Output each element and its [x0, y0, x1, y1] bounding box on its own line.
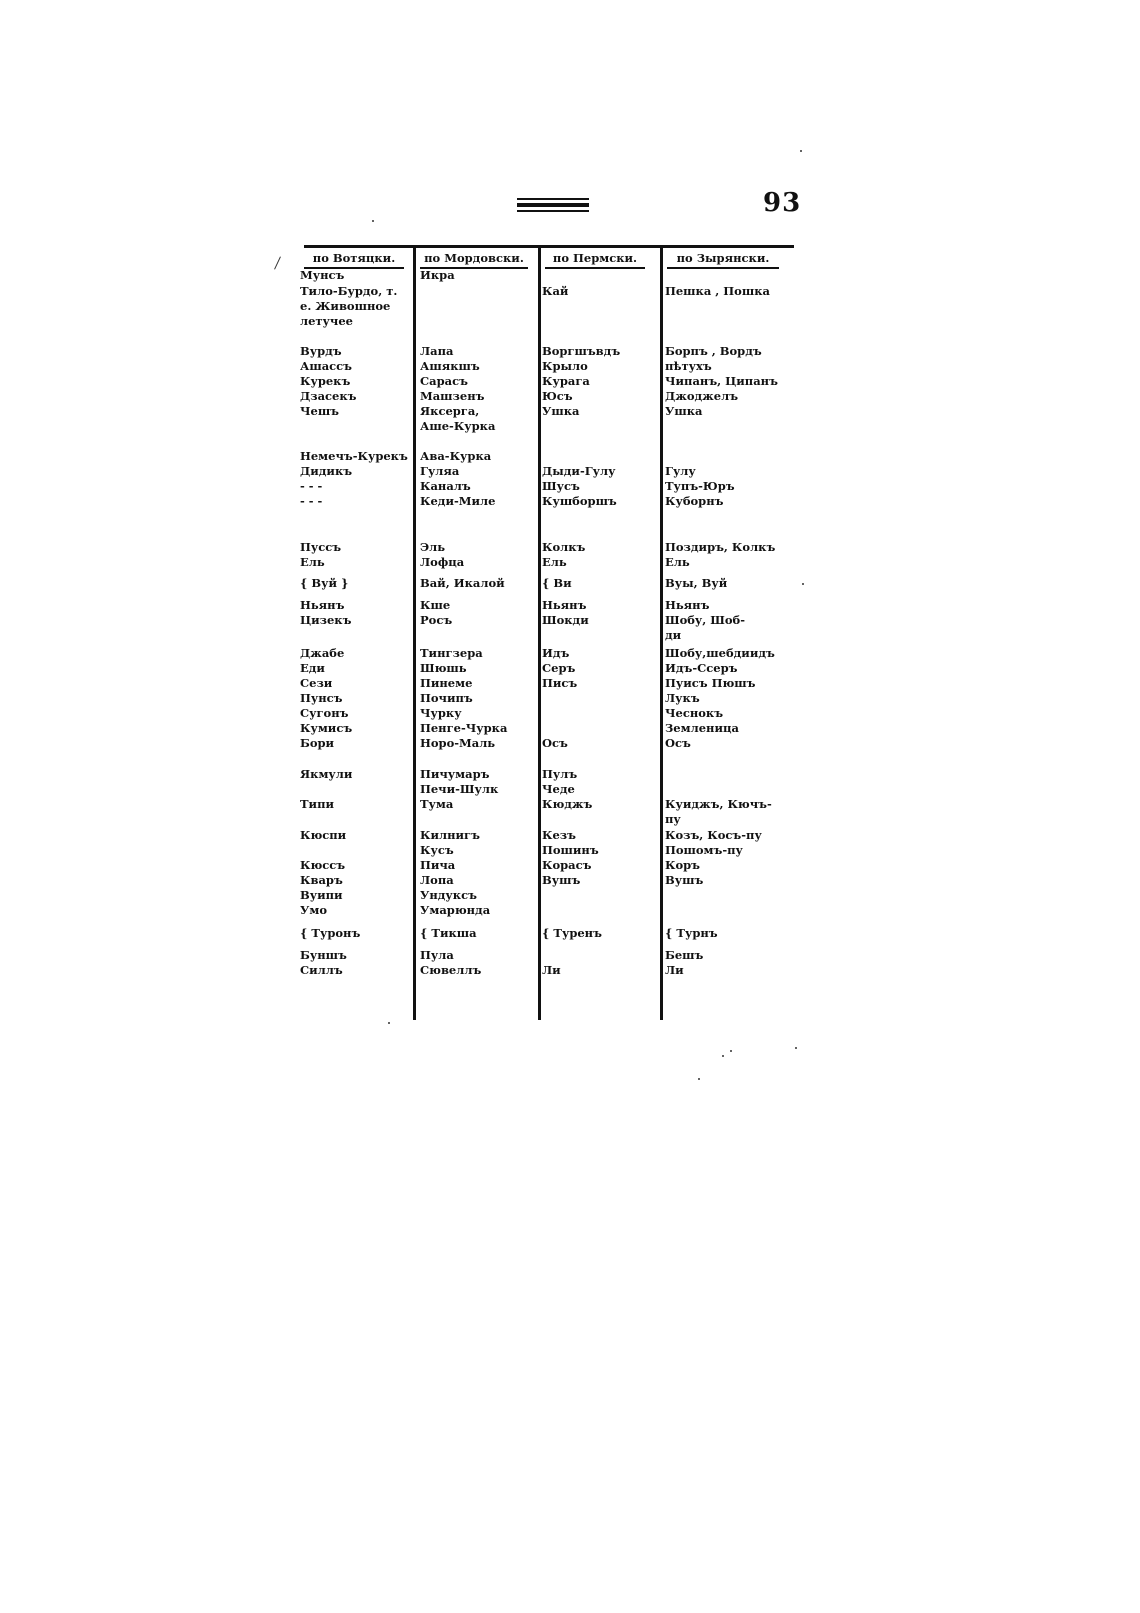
table-cell: Шокди: [542, 613, 589, 627]
table-cell: { Туронъ: [300, 926, 361, 940]
speck: [800, 150, 802, 152]
table-cell: пѣтухъ: [665, 359, 712, 373]
table-cell: Якмули: [300, 767, 353, 781]
table-cell: Вушъ: [542, 873, 581, 887]
table-cell: Пула: [420, 948, 454, 962]
table-cell: Бори: [300, 736, 335, 750]
table-cell: Тума: [420, 797, 454, 811]
table-cell: Ава-Курка: [420, 449, 492, 463]
table-cell: Кезъ: [542, 828, 576, 842]
table-cell: Ашассъ: [300, 359, 353, 373]
table-cell: Эль: [420, 540, 446, 554]
table-cell: Джоджелъ: [665, 389, 739, 403]
table-cell: Поздиръ, Колкъ: [665, 540, 776, 554]
table-cell: Крыло: [542, 359, 588, 373]
table-cell: Шобу,шебдиидъ: [665, 646, 775, 660]
table-cell: Корасъ: [542, 858, 592, 872]
table-cell: Чурку: [420, 706, 462, 720]
table-cell: Чипанъ, Ципанъ: [665, 374, 778, 388]
table-cell: Лапа: [420, 344, 454, 358]
table-cell: Идъ: [542, 646, 570, 660]
table-cell: Куборнъ: [665, 494, 724, 508]
table-cell: Дзасекъ: [300, 389, 357, 403]
table-cell: Идъ-Ссеръ: [665, 661, 738, 675]
table-cell: Кеди-Миле: [420, 494, 496, 508]
table-cell: Пешка , Пошка: [665, 284, 770, 298]
table-cell: Килнигъ: [420, 828, 480, 842]
table-cell: Шобу, Шоб-: [665, 613, 745, 627]
speck: [722, 1055, 724, 1057]
table-cell: Пичумаръ: [420, 767, 490, 781]
table-cell: Дидикъ: [300, 464, 353, 478]
table-cell: Серъ: [542, 661, 576, 675]
table-cell: Ньянъ: [300, 598, 345, 612]
table-cell: Росъ: [420, 613, 453, 627]
table-cell: - - -: [300, 479, 323, 493]
table-cell: Ньянъ: [542, 598, 587, 612]
speck: [388, 1022, 390, 1024]
table-cell: Кше: [420, 598, 451, 612]
table-cell: Пошинъ: [542, 843, 599, 857]
table-cell: { Ви: [542, 576, 572, 590]
table-cell: Козъ, Косъ-пу: [665, 828, 762, 842]
table-cell: Тупъ-Юръ: [665, 479, 735, 493]
table-cell: Пуисъ Пюшъ: [665, 676, 756, 690]
table-cell: Осъ: [665, 736, 691, 750]
column-header-zyryan: по Зырянски.: [667, 251, 779, 269]
table-cell: Сювеллъ: [420, 963, 482, 977]
table-cell: { Вуй }: [300, 576, 349, 590]
header-ornament-rule-1: [517, 198, 589, 200]
table-cell: Пича: [420, 858, 456, 872]
table-cell: Печи-Шулк: [420, 782, 499, 796]
table-cell: Ли: [542, 963, 561, 977]
table-cell: { Тикша: [420, 926, 477, 940]
table-cell: Лопа: [420, 873, 454, 887]
table-cell: Кай: [542, 284, 569, 298]
table-cell: Воргшъвдъ: [542, 344, 621, 358]
table-cell: Умо: [300, 903, 327, 917]
table-cell: Немечъ-Курекъ: [300, 449, 408, 463]
table-cell: Кусъ: [420, 843, 454, 857]
speck: [698, 1078, 700, 1080]
table-cell: Курага: [542, 374, 590, 388]
table-cell: Коръ: [665, 858, 700, 872]
table-cell: - - -: [300, 494, 323, 508]
table-cell: Дыди-Гулу: [542, 464, 616, 478]
table-cell: Ли: [665, 963, 684, 977]
table-cell: Куиджъ, Кючъ-: [665, 797, 772, 811]
table-cell: Шусъ: [542, 479, 580, 493]
table-cell: Вушъ: [665, 873, 704, 887]
table-cell: Джабе: [300, 646, 345, 660]
table-cell: Буншъ: [300, 948, 347, 962]
table-cell: пу: [665, 812, 681, 826]
table-cell: Мунсъ: [300, 268, 345, 282]
table-cell: Борпъ , Вордъ: [665, 344, 762, 358]
table-cell: Вурдъ: [300, 344, 342, 358]
table-cell: Силлъ: [300, 963, 343, 977]
table-cell: Яксерга,: [420, 404, 480, 418]
column-header-perm: по Пермски.: [545, 251, 645, 269]
table-cell: Лукъ: [665, 691, 700, 705]
table-cell: Вай, Икалой: [420, 576, 505, 590]
table-cell: Кюссъ: [300, 858, 346, 872]
table-cell: Ель: [665, 555, 690, 569]
column-divider-2: [538, 247, 541, 1020]
table-cell: Икра: [420, 268, 455, 282]
table-cell: Кюджъ: [542, 797, 593, 811]
table-cell: Пинеме: [420, 676, 473, 690]
table-cell: Ашякшъ: [420, 359, 480, 373]
table-cell: Ньянъ: [665, 598, 710, 612]
table-cell: Гулу: [665, 464, 696, 478]
table-cell: Чеснокъ: [665, 706, 724, 720]
table-cell: Тингзера: [420, 646, 483, 660]
table-cell: Кумисъ: [300, 721, 353, 735]
speck: [802, 583, 804, 585]
column-header-votyak: по Вотяцки.: [304, 251, 404, 269]
table-cell: Пуссъ: [300, 540, 342, 554]
column-header-mordvin: по Мордовски.: [420, 251, 528, 269]
column-divider-3: [660, 247, 663, 1020]
speck: [795, 1047, 797, 1049]
table-cell: Шюшь: [420, 661, 467, 675]
table-cell: Типи: [300, 797, 335, 811]
table-cell: Почипъ: [420, 691, 473, 705]
table-top-rule: [304, 245, 794, 248]
table-cell: Гуляа: [420, 464, 460, 478]
table-cell: Колкъ: [542, 540, 586, 554]
table-cell: Еди: [300, 661, 325, 675]
table-cell: Курекъ: [300, 374, 351, 388]
table-cell: Ушка: [542, 404, 580, 418]
table-cell: Сарасъ: [420, 374, 468, 388]
table-cell: Писъ: [542, 676, 578, 690]
table-cell: { Турнъ: [665, 926, 718, 940]
table-cell: Каналъ: [420, 479, 471, 493]
table-cell: Пенге-Чурка: [420, 721, 508, 735]
column-divider-1: [413, 247, 416, 1020]
speck: [730, 1050, 732, 1052]
table-cell: Вуипи: [300, 888, 343, 902]
table-cell: Аше-Курка: [420, 419, 496, 433]
table-cell: Сези: [300, 676, 333, 690]
table-cell: летучее: [300, 314, 353, 328]
table-cell: Ундуксъ: [420, 888, 477, 902]
table-cell: Ель: [542, 555, 567, 569]
table-cell: Машзенъ: [420, 389, 485, 403]
table-cell: Вуы, Вуй: [665, 576, 728, 590]
table-cell: Бешъ: [665, 948, 704, 962]
table-cell: ди: [665, 628, 682, 642]
table-cell: Пулъ: [542, 767, 578, 781]
table-cell: Пунсъ: [300, 691, 343, 705]
table-cell: Кюспи: [300, 828, 347, 842]
table-cell: Чеде: [542, 782, 575, 796]
table-cell: е. Живошное: [300, 299, 391, 313]
table-cell: Чешъ: [300, 404, 339, 418]
table-cell: Кваръ: [300, 873, 343, 887]
margin-mark: [274, 256, 281, 269]
speck: [372, 220, 374, 222]
table-cell: Ель: [300, 555, 325, 569]
table-cell: Кушборшъ: [542, 494, 617, 508]
table-cell: Лофца: [420, 555, 465, 569]
table-cell: Цизекъ: [300, 613, 352, 627]
table-cell: Норо-Маль: [420, 736, 496, 750]
table-cell: Ушка: [665, 404, 703, 418]
table-cell: Умарюнда: [420, 903, 491, 917]
table-cell: Тило-Бурдо, т.: [300, 284, 398, 298]
header-ornament-rule-3: [517, 210, 589, 212]
table-cell: { Туренъ: [542, 926, 602, 940]
table-cell: Земленица: [665, 721, 739, 735]
table-cell: Сугонъ: [300, 706, 349, 720]
table-cell: Пошомъ-пу: [665, 843, 743, 857]
page-number: 93: [763, 188, 802, 218]
table-cell: Юсъ: [542, 389, 573, 403]
header-ornament-rule-2: [517, 203, 589, 207]
table-cell: Осъ: [542, 736, 568, 750]
